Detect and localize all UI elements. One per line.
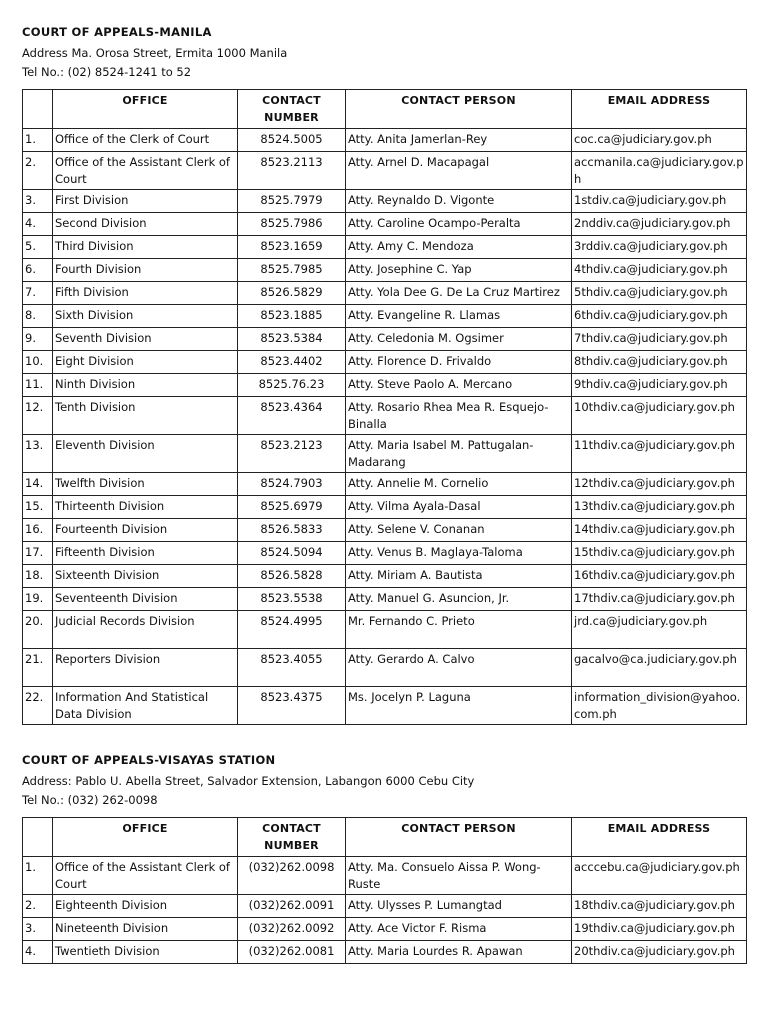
contact-number-cell: 8523.4402 [238,351,346,374]
row-number: 12. [23,397,53,435]
visayas-header [22,752,746,810]
table-row [23,435,747,473]
row-number: 8. [23,305,53,328]
table-row [23,152,747,190]
office-cell: Judicial Records Division [53,611,238,649]
header-contact-number: CONTACT NUMBER [238,818,346,857]
contact-number-cell: 8525.7979 [238,190,346,213]
office-cell: Twentieth Division [53,941,238,964]
office-cell: Information And Statistical Data Division [53,687,238,725]
contact-number-cell: 8524.5094 [238,542,346,565]
email-cell: 8thdiv.ca@judiciary.gov.ph [572,351,747,374]
contact-person-cell: Atty. Arnel D. Macapagal [346,152,572,190]
contact-person-cell: Atty. Maria Lourdes R. Apawan [346,941,572,964]
contact-number-cell: 8523.2123 [238,435,346,473]
office-cell: Eleventh Division [53,435,238,473]
office-cell: Second Division [53,213,238,236]
email-cell: accmanila.ca@judiciary.gov.ph [572,152,747,190]
office-cell: Seventh Division [53,328,238,351]
email-cell: 10thdiv.ca@judiciary.gov.ph [572,397,747,435]
contact-person-cell: Atty. Celedonia M. Ogsimer [346,328,572,351]
contact-number-cell: 8526.5828 [238,565,346,588]
table-row [23,895,747,918]
table-row [23,129,747,152]
row-number: 13. [23,435,53,473]
contact-person-cell: Atty. Miriam A. Bautista [346,565,572,588]
contact-person-cell: Atty. Manuel G. Asuncion, Jr. [346,588,572,611]
contact-number-cell: 8523.5538 [238,588,346,611]
email-cell: 17thdiv.ca@judiciary.gov.ph [572,588,747,611]
email-cell: 3rddiv.ca@judiciary.gov.ph [572,236,747,259]
contact-number-cell: 8523.4364 [238,397,346,435]
contact-person-cell: Atty. Ace Victor F. Risma [346,918,572,941]
contact-person-cell: Atty. Florence D. Frivaldo [346,351,572,374]
email-cell: 9thdiv.ca@judiciary.gov.ph [572,374,747,397]
contact-person-cell: Atty. Selene V. Conanan [346,519,572,542]
row-number: 2. [23,152,53,190]
office-cell: Ninth Division [53,374,238,397]
email-cell: coc.ca@judiciary.gov.ph [572,129,747,152]
table-row [23,473,747,496]
table-row [23,259,747,282]
header-office: OFFICE [53,90,238,129]
office-cell: Fourteenth Division [53,519,238,542]
contact-number-cell: 8523.5384 [238,328,346,351]
row-number: 4. [23,213,53,236]
office-cell: Eight Division [53,351,238,374]
row-number: 9. [23,328,53,351]
email-cell: 11thdiv.ca@judiciary.gov.ph [572,435,747,473]
office-cell: Eighteenth Division [53,895,238,918]
table-row [23,649,747,687]
manila-tel: Tel No.: (02) 8524-1241 to 52 [22,65,192,79]
contact-person-cell: Atty. Reynaldo D. Vigonte [346,190,572,213]
contact-number-cell: 8525.7985 [238,259,346,282]
table-row [23,519,747,542]
contact-number-cell: 8523.2113 [238,152,346,190]
row-number: 18. [23,565,53,588]
table-row [23,496,747,519]
email-cell: 1stdiv.ca@judiciary.gov.ph [572,190,747,213]
table-row [23,611,747,649]
email-cell: 15thdiv.ca@judiciary.gov.ph [572,542,747,565]
contact-person-cell: Atty. Maria Isabel M. Pattugalan-Madarang [346,435,572,473]
email-cell: 12thdiv.ca@judiciary.gov.ph [572,473,747,496]
contact-number-cell: (032)262.0081 [238,941,346,964]
visayas-directory-table [22,817,747,964]
office-cell: Third Division [53,236,238,259]
contact-person-cell: Atty. Annelie M. Cornelio [346,473,572,496]
row-number: 14. [23,473,53,496]
header-email: EMAIL ADDRESS [572,818,747,857]
table-row [23,236,747,259]
office-cell: Fifth Division [53,282,238,305]
contact-person-cell: Atty. Amy C. Mendoza [346,236,572,259]
table-row [23,190,747,213]
email-cell: 14thdiv.ca@judiciary.gov.ph [572,519,747,542]
row-number: 1. [23,857,53,895]
email-cell: 4thdiv.ca@judiciary.gov.ph [572,259,747,282]
manila-table-body [23,129,747,725]
header-index [23,90,53,129]
row-number: 5. [23,236,53,259]
email-cell: 7thdiv.ca@judiciary.gov.ph [572,328,747,351]
contact-number-cell: (032)262.0098 [238,857,346,895]
email-cell: 19thdiv.ca@judiciary.gov.ph [572,918,747,941]
office-cell: Fifteenth Division [53,542,238,565]
email-cell: information_division@yahoo.com.ph [572,687,747,725]
table-header-row [23,90,747,129]
office-cell: Sixth Division [53,305,238,328]
contact-number-cell: 8525.7986 [238,213,346,236]
contact-person-cell: Mr. Fernando C. Prieto [346,611,572,649]
row-number: 17. [23,542,53,565]
office-cell: Office of the Assistant Clerk of Court [53,857,238,895]
office-cell: Office of the Clerk of Court [53,129,238,152]
table-row [23,305,747,328]
office-cell: First Division [53,190,238,213]
contact-person-cell: Atty. Vilma Ayala-Dasal [346,496,572,519]
office-cell: Twelfth Division [53,473,238,496]
row-number: 11. [23,374,53,397]
row-number: 1. [23,129,53,152]
header-office: OFFICE [53,818,238,857]
email-cell: 2nddiv.ca@judiciary.gov.ph [572,213,747,236]
visayas-tel: Tel No.: (032) 262-0098 [22,793,158,807]
contact-person-cell: Atty. Ulysses P. Lumangtad [346,895,572,918]
row-number: 21. [23,649,53,687]
row-number: 6. [23,259,53,282]
contact-person-cell: Atty. Rosario Rhea Mea R. Esquejo-Binalla [346,397,572,435]
manila-directory-table [22,89,747,725]
contact-number-cell: 8525.76.23 [238,374,346,397]
table-row [23,687,747,725]
email-cell: 5thdiv.ca@judiciary.gov.ph [572,282,747,305]
row-number: 22. [23,687,53,725]
contact-person-cell: Atty. Josephine C. Yap [346,259,572,282]
contact-person-cell: Atty. Ma. Consuelo Aissa P. Wong-Ruste [346,857,572,895]
table-row [23,542,747,565]
contact-person-cell: Atty. Venus B. Maglaya-Taloma [346,542,572,565]
table-row [23,941,747,964]
header-email: EMAIL ADDRESS [572,90,747,129]
contact-person-cell: Atty. Yola Dee G. De La Cruz Martirez [346,282,572,305]
contact-number-cell: 8524.7903 [238,473,346,496]
contact-number-cell: 8524.4995 [238,611,346,649]
contact-number-cell: 8523.4055 [238,649,346,687]
contact-number-cell: 8523.4375 [238,687,346,725]
office-cell: Sixteenth Division [53,565,238,588]
table-row [23,213,747,236]
office-cell: Seventeenth Division [53,588,238,611]
row-number: 4. [23,941,53,964]
office-cell: Fourth Division [53,259,238,282]
table-row [23,588,747,611]
row-number: 3. [23,918,53,941]
office-cell: Reporters Division [53,649,238,687]
contact-number-cell: (032)262.0092 [238,918,346,941]
email-cell: 20thdiv.ca@judiciary.gov.ph [572,941,747,964]
contact-number-cell: 8523.1659 [238,236,346,259]
table-row [23,918,747,941]
contact-number-cell: (032)262.0091 [238,895,346,918]
manila-address: Address Ma. Orosa Street, Ermita 1000 Manila [22,46,288,60]
contact-person-cell: Atty. Caroline Ocampo-Peralta [346,213,572,236]
row-number: 7. [23,282,53,305]
table-row [23,397,747,435]
header-contact-number: CONTACT NUMBER [238,90,346,129]
contact-number-cell: 8524.5005 [238,129,346,152]
table-row [23,857,747,895]
contact-number-cell: 8526.5833 [238,519,346,542]
email-cell: acccebu.ca@judiciary.gov.ph [572,857,747,895]
manila-header [22,24,746,82]
header-contact-person: CONTACT PERSON [346,818,572,857]
contact-person-cell: Atty. Steve Paolo A. Mercano [346,374,572,397]
row-number: 15. [23,496,53,519]
office-cell: Tenth Division [53,397,238,435]
visayas-address: Address: Pablo U. Abella Street, Salvador Extension, Labangon 6000 Cebu City [22,774,475,788]
manila-title: COURT OF APPEALS-MANILA [22,25,212,39]
row-number: 16. [23,519,53,542]
contact-person-cell: Atty. Anita Jamerlan-Rey [346,129,572,152]
email-cell: 13thdiv.ca@judiciary.gov.ph [572,496,747,519]
table-row [23,282,747,305]
row-number: 19. [23,588,53,611]
header-contact-person: CONTACT PERSON [346,90,572,129]
row-number: 3. [23,190,53,213]
table-row [23,565,747,588]
office-cell: Nineteenth Division [53,918,238,941]
email-cell: 6thdiv.ca@judiciary.gov.ph [572,305,747,328]
office-cell: Office of the Assistant Clerk of Court [53,152,238,190]
email-cell: 18thdiv.ca@judiciary.gov.ph [572,895,747,918]
contact-person-cell: Atty. Gerardo A. Calvo [346,649,572,687]
contact-person-cell: Ms. Jocelyn P. Laguna [346,687,572,725]
table-header-row [23,818,747,857]
row-number: 2. [23,895,53,918]
row-number: 10. [23,351,53,374]
email-cell: 16thdiv.ca@judiciary.gov.ph [572,565,747,588]
office-cell: Thirteenth Division [53,496,238,519]
email-cell: jrd.ca@judiciary.gov.ph [572,611,747,649]
contact-person-cell: Atty. Evangeline R. Llamas [346,305,572,328]
contact-number-cell: 8526.5829 [238,282,346,305]
table-row [23,328,747,351]
row-number: 20. [23,611,53,649]
contact-number-cell: 8525.6979 [238,496,346,519]
table-row [23,374,747,397]
contact-number-cell: 8523.1885 [238,305,346,328]
visayas-title: COURT OF APPEALS-VISAYAS STATION [22,753,276,767]
header-index [23,818,53,857]
email-cell: gacalvo@ca.judiciary.gov.ph [572,649,747,687]
visayas-table-body [23,857,747,964]
table-row [23,351,747,374]
